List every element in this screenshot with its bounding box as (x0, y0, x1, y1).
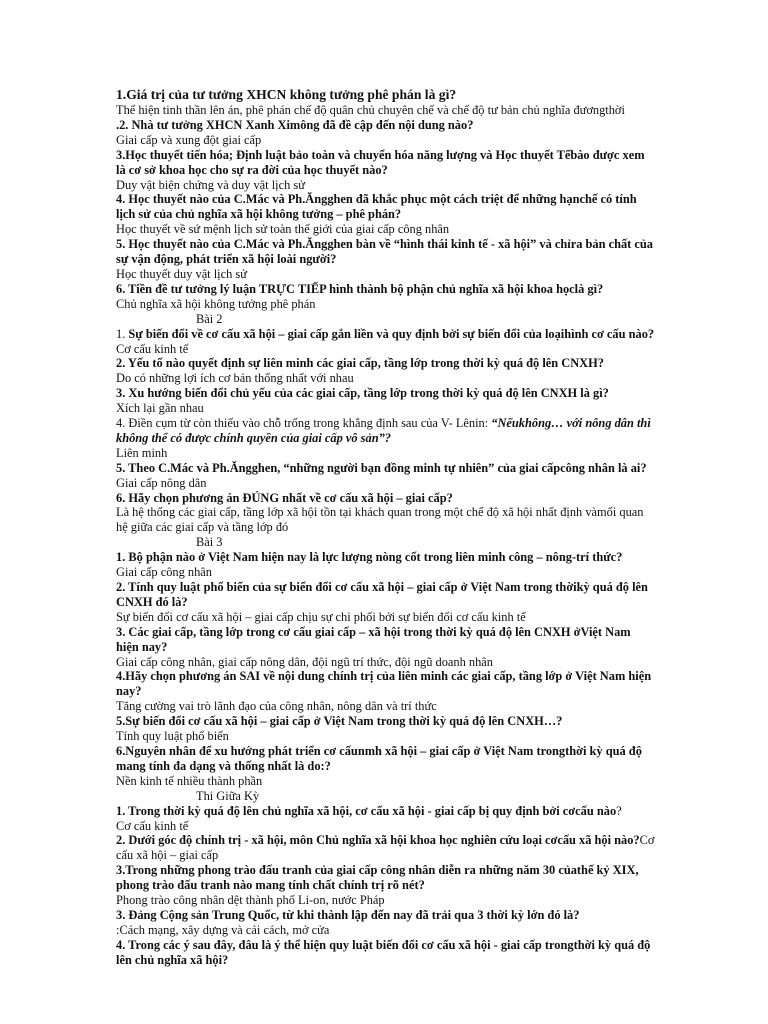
answer-text: Tăng cường vai trò lãnh đạo của công nhân, nông dân và trí thức (116, 699, 437, 714)
section-heading: Thi Giữa Kỳ (196, 788, 260, 803)
answer-text: Do có những lợi ích cơ bản thống nhất với nhau (116, 371, 354, 386)
question-text: Sự biến đổi về cơ cấu xã hội – giai cấp gắn liền và quy định bởi sự biến đổi của loạihình cơ cấu nào? (128, 326, 655, 341)
answer-text: 1. (116, 326, 129, 341)
answer-text: Duy vật biện chứng và duy vật lịch sử (116, 177, 305, 192)
document-title: 1.Giá trị của tư tưởng XHCN không tưởng phê phán là gì? (116, 87, 457, 102)
question-text: 1. Trong thời kỳ quá độ lên chủ nghĩa xã hội, cơ cấu xã hội - giai cấp bị quy định bởi cơcấu nào (116, 803, 617, 818)
quote-text: “Nếukhông… với nông dân thì không thể có được chính quyền của giai cấp vô sản”? (116, 416, 651, 445)
question-text: 5.Sự biến đổi cơ cấu xã hội – giai cấp ở Việt Nam trong thời kỳ quá độ lên CNXH…? (116, 714, 563, 729)
question-text: 6. Tiền đề tư tưởng lý luận TRỰC TIẾP hình thành bộ phận chủ nghĩa xã hội khoa họclà gì? (116, 281, 604, 296)
question-text: 4.Hãy chọn phương án SAI về nội dung chính trị của liên minh các giai cấp, tầng lớp ở Việt Nam hiện nay? (116, 669, 652, 699)
answer-text: Xích lại gần nhau (116, 401, 204, 416)
answer-text: Cơ cấu kinh tế (116, 818, 189, 833)
question-text: 6. Hãy chọn phương án ĐÚNG nhất về cơ cấu xã hội – giai cấp? (116, 490, 453, 505)
answer-text: Giai cấp công nhân, giai cấp nông dân, đội ngũ trí thức, đội ngũ doanh nhân (116, 654, 493, 669)
question-text: 3. Xu hướng biến đổi chủ yếu của các giai cấp, tầng lớp trong thời kỳ quá độ lên CNXH là gì? (116, 386, 609, 401)
question-text: 6.Nguyên nhân để xu hướng phát triển cơ cấunmh xã hội – giai cấp ở Việt Nam trongthời kỳ quá độ mang tính đa dạng và thống nhất là do:? (116, 743, 642, 773)
question-line (116, 416, 656, 446)
question-line (116, 804, 656, 819)
answer-text: 4. Điền cụm từ còn thiếu vào chỗ trống trong khẳng định sau của V- Lênin: (116, 416, 492, 431)
answer-text: Học thuyết về sứ mệnh lịch sử toàn thế giới của giai cấp công nhân (116, 222, 450, 237)
answer-text: Giai cấp và xung đột giai cấp (116, 132, 262, 147)
question-text: .2. Nhà tư tưởng XHCN Xanh Ximông đã đề cập đến nội dung nào? (116, 117, 474, 132)
question-text: 4. Trong các ý sau đây, đâu là ý thể hiện quy luật biến đổi cơ cấu xã hội - giai cấp trongthời kỳ quá độ lên chủ nghĩa xã hội? (116, 937, 651, 967)
question-text: 2. Tính quy luật phổ biến của sự biến đổi cơ cấu xã hội – giai cấp ở Việt Nam trong thờikỳ quá độ lên CNXH đó là? (116, 580, 648, 609)
question-text: 3.Trong những phong trào đấu tranh của giai cấp công nhân diễn ra những năm 30 củathế kỷ XIX, phong trào đấu tranh nào mang tính chất chính trị rõ nét? (116, 863, 639, 893)
question-text: 2. Yếu tố nào quyết định sự liên minh các giai cấp, tầng lớp trong thời kỳ quá độ lên CNXH? (116, 356, 604, 371)
question-text: 2. Dưới góc độ chính trị - xã hội, môn Chủ nghĩa xã hội khoa học nghiên cứu loại cơcấu xã hội nào? (116, 833, 640, 848)
question-line (116, 327, 656, 357)
answer-text: Nền kinh tế nhiều thành phần (116, 773, 263, 788)
answer-text: Cơ cấu kinh tế (116, 341, 189, 356)
question-text: 5. Theo C.Mác và Ph.Ăngghen, “những người bạn đồng minh tự nhiên” của giai cấpcông nhân là ai? (116, 460, 647, 475)
answer-text: Giai cấp công nhân (116, 565, 212, 580)
question-text: 1. Bộ phận nào ở Việt Nam hiện nay là lực lượng nòng cốt trong liên minh công – nông-trí thức? (116, 550, 623, 565)
answer-text: Phong trào công nhân dệt thành phố Li-on, nước Pháp (116, 893, 385, 908)
answer-text: Cơ cấu xã hội – giai cấp (116, 833, 655, 863)
answer-text: Học thuyết duy vật lịch sử (116, 266, 247, 281)
answer-text: Là hệ thống các giai cấp, tầng lớp xã hội tồn tại khách quan trong một chế độ xã hội nhất định vàmối quan hệ giữa các giai cấp và tầng lớp đó (116, 505, 644, 535)
question-text: 3. Các giai cấp, tầng lớp trong cơ cấu giai cấp – xã hội trong thời kỳ quá độ lên CNXH ởViệt Nam hiện nay? (116, 624, 631, 654)
question-text: 3.Học thuyết tiến hóa; Định luật bảo toàn và chuyển hóa năng lượng và Học thuyết Tếbào được xem là cơ sở khoa học cho sự ra đời của học thuyết nào? (116, 147, 645, 177)
answer-text: Thể hiện tinh thần lên án, phê phán chế độ quân chủ chuyên chế và chế độ tư bản chủ nghĩa đươngthời (116, 103, 625, 117)
document-page (116, 86, 656, 968)
answer-text: Liên minh (116, 445, 168, 460)
answer-text: Chủ nghĩa xã hội không tưởng phê phán (116, 296, 316, 311)
section-heading: Bài 3 (196, 535, 223, 550)
answer-text: :Cách mạng, xây dựng và cải cách, mở cửa (116, 922, 330, 937)
question-line (116, 833, 656, 863)
answer-text: Sự biến đổi cơ cấu xã hội – giai cấp chịu sự chi phối bởi sự biến đổi cơ cấu kinh tế (116, 609, 526, 624)
question-text: 4. Học thuyết nào của C.Mác và Ph.Ăngghen đã khắc phục một cách triệt để những hạnchế có tính lịch sử của chủ nghĩa xã hội không tưởng – phê phán? (116, 192, 637, 222)
answer-text: Giai cấp nông dân (116, 475, 207, 490)
section-heading: Bài 2 (196, 311, 223, 326)
answer-text: ? (616, 803, 622, 818)
question-text: 3. Đảng Cộng sản Trung Quốc, từ khi thành lập đến nay đã trải qua 3 thời kỳ lớn đó là? (116, 907, 580, 922)
question-text: 5. Học thuyết nào của C.Mác và Ph.Ăngghen bàn về “hình thái kinh tế - xã hội” và chỉra bản chất của sự vận động, phát triển xã hội loài người? (116, 237, 653, 267)
answer-text: Tính quy luật phổ biến (116, 729, 229, 744)
